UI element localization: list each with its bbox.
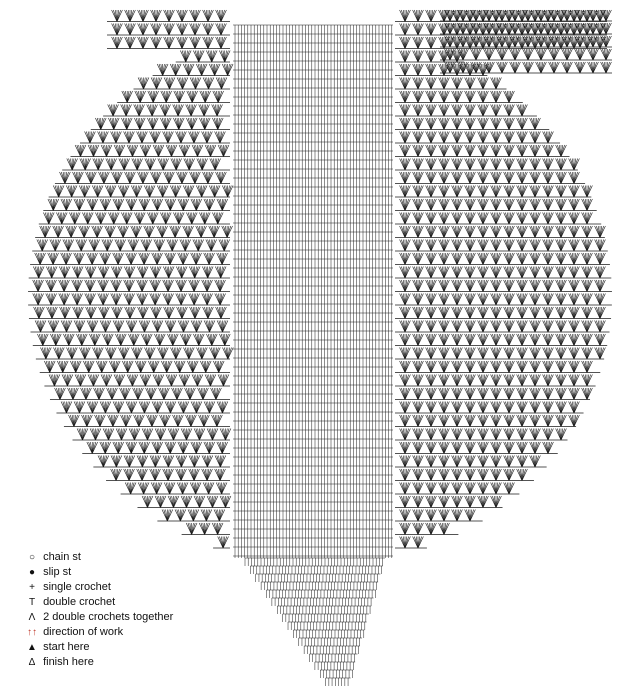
dc2tog-icon: Λ	[28, 612, 36, 623]
legend-label: direction of work	[43, 626, 124, 638]
chain-stitch-icon: ○	[28, 552, 36, 563]
legend-label: finish here	[43, 656, 94, 668]
legend-item	[26, 580, 246, 595]
legend-label: 2 double crochets together	[43, 611, 174, 623]
single-crochet-icon: +	[29, 582, 35, 593]
start-marker-icon: ▲	[27, 642, 37, 653]
double-crochet-icon: T	[28, 597, 36, 608]
legend-label: start here	[43, 641, 90, 653]
stitch-legend	[26, 550, 246, 670]
legend-item	[26, 625, 246, 640]
slip-stitch-icon: ●	[28, 567, 36, 578]
legend-item	[26, 565, 246, 580]
legend-label: slip st	[43, 566, 72, 578]
finish-marker-icon: Δ	[28, 657, 36, 668]
fan-stitch-panels	[28, 10, 612, 548]
legend-label: double crochet	[43, 596, 116, 608]
legend-item	[26, 610, 246, 625]
legend-item	[26, 595, 246, 610]
direction-arrows-icon: ↑↑	[27, 627, 37, 638]
legend-item	[26, 550, 246, 565]
legend-item	[26, 655, 246, 670]
legend-item	[26, 640, 246, 655]
center-double-crochet-panel	[233, 25, 393, 558]
legend-label: single crochet	[43, 581, 111, 593]
legend-label: chain st	[43, 551, 81, 563]
neck-panel	[245, 558, 385, 686]
